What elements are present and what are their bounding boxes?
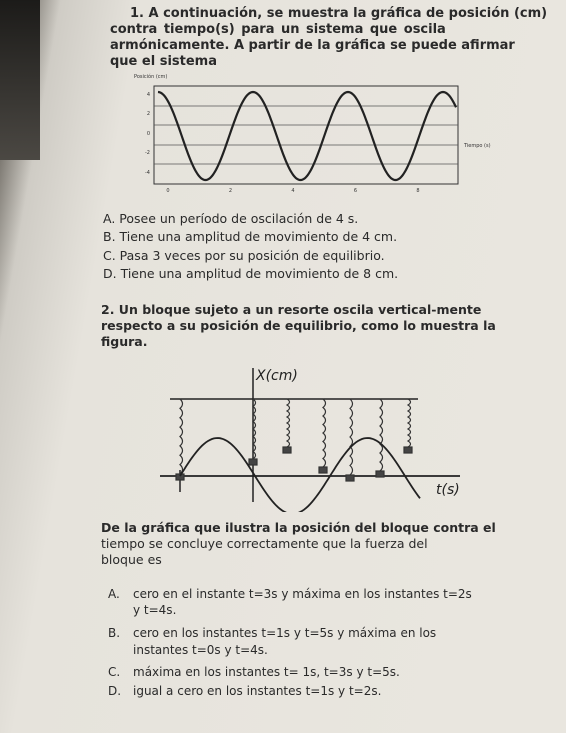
graph-xtick-label: 4	[291, 188, 295, 194]
figure-ylabel: X(cm)	[256, 368, 298, 384]
block	[283, 447, 291, 453]
q2-option-b-cont[interactable]: instantes t=0s y t=4s.	[133, 643, 268, 657]
position-time-graph	[120, 68, 540, 198]
q1-option-b[interactable]: B. Tiene una amplitud de movimiento de 4 cm.	[103, 229, 398, 244]
spring-block-figure	[160, 362, 510, 512]
graph-ytick-label: 2	[146, 111, 150, 117]
q1-line-4: que el sistema	[110, 54, 217, 69]
q2-option-d-letter: D.	[108, 684, 122, 698]
q1-line-1: 1. A continuación, se muestra la gráfica de posición (cm)	[130, 6, 548, 21]
q2-line-2: respecto a su posición de equilibrio, como lo muestra la	[101, 318, 496, 333]
block	[346, 475, 354, 481]
graph-xtick-label: 2	[228, 188, 233, 194]
block	[319, 467, 327, 473]
spring-coil	[408, 399, 411, 447]
q1-option-a[interactable]: A. Posee un período de oscilación de 4 s.	[103, 211, 359, 226]
spring-coil	[350, 399, 353, 475]
graph-xtick-label: 8	[416, 188, 420, 194]
spring-coil	[380, 399, 383, 471]
q1-line-3: armónicamente. A partir de la gráfica se puede afirmar	[110, 38, 515, 53]
sine-curve	[158, 92, 456, 180]
graph-xtick-label: 6	[353, 188, 358, 194]
spring-coil	[323, 399, 326, 467]
q2-option-c-letter: C.	[108, 665, 121, 679]
q2-option-a-cont[interactable]: y t=4s.	[133, 603, 177, 617]
block	[249, 459, 257, 465]
q2-option-a-letter: A.	[108, 587, 120, 601]
block	[376, 471, 384, 477]
q2-option-c[interactable]: máxima en los instantes t= 1s, t=3s y t=5s.	[133, 665, 400, 679]
graph-xtick-label: 0	[166, 188, 170, 194]
graph-ytick-label: -4	[145, 170, 150, 176]
block	[404, 447, 412, 453]
graph-ytick-label: 4	[146, 92, 150, 98]
graph-xlabel: Tiempo (s)	[464, 143, 491, 149]
q2-question-line-2: tiempo se concluye correctamente que la fuerza del	[101, 536, 428, 551]
q2-option-b-letter: B.	[108, 626, 121, 640]
q2-question-line-1: De la gráfica que ilustra la posición del bloque contra el	[101, 520, 496, 535]
q2-option-b[interactable]: cero en los instantes t=1s y t=5s y máxima en los	[133, 626, 437, 640]
q2-option-d[interactable]: igual a cero en los instantes t=1s y t=2s.	[133, 684, 382, 698]
q1-line-2: contra tiempo(s) para un sistema que oscila	[110, 22, 446, 37]
figure-xlabel: t(s)	[436, 482, 460, 498]
q1-option-c[interactable]: C. Pasa 3 veces por su posición de equilibrio.	[103, 248, 385, 263]
graph-ytick-label: -2	[145, 150, 150, 156]
q2-line-1: 2. Un bloque sujeto a un resorte oscila vertical-mente	[101, 302, 482, 317]
spring-coil	[180, 399, 183, 474]
q2-line-3: figura.	[101, 334, 148, 349]
graph-ytick-label: 0	[146, 131, 150, 137]
q2-option-a[interactable]: cero en el instante t=3s y máxima en los instantes t=2s	[133, 587, 472, 601]
q1-option-d[interactable]: D. Tiene una amplitud de movimiento de 8 cm.	[103, 266, 399, 281]
graph-ylabel: Posición (cm)	[134, 74, 168, 80]
q2-question-line-3: bloque es	[101, 552, 162, 567]
photo-shadow	[0, 0, 40, 160]
spring-coil	[287, 399, 290, 447]
